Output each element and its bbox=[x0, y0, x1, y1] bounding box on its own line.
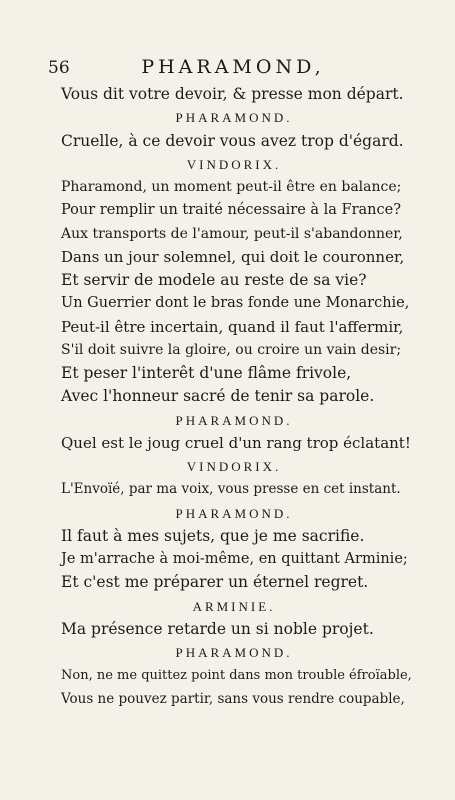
speaker-name: PHARAMOND. bbox=[175, 412, 293, 428]
speaker-name: VINDORIX. bbox=[186, 156, 282, 172]
verse-line: Peut-il être incertain, quand il faut l'affermir, bbox=[61, 317, 404, 336]
verse-line: Cruelle, à ce devoir vous avez trop d'égard. bbox=[61, 131, 404, 150]
verse-line: Non, ne me quittez point dans mon trouble éfroïable, bbox=[61, 668, 412, 684]
verse-line: S'il doit suivre la gloire, ou croire un vain desir; bbox=[61, 341, 402, 358]
verse-line: Quel est le joug cruel d'un rang trop éclatant! bbox=[61, 433, 411, 452]
verse-line: Et c'est me préparer un éternel regret. bbox=[61, 573, 369, 592]
speaker-name: PHARAMOND. bbox=[175, 505, 293, 521]
speaker-name: ARMINIE. bbox=[192, 598, 276, 614]
play-text bbox=[56, 83, 412, 711]
verse-line: Et peser l'interêt d'une flâme frivole, bbox=[61, 364, 352, 382]
verse-line: Vous ne pouvez partir, sans vous rendre coupable, bbox=[61, 690, 405, 707]
verse-line: Pour remplir un traité nécessaire à la France? bbox=[61, 202, 401, 219]
speaker-name: PHARAMOND. bbox=[175, 110, 293, 126]
page-number: 56 bbox=[48, 58, 70, 78]
speaker-name: PHARAMOND. bbox=[175, 645, 293, 660]
verse-line: Et servir de modele au reste de sa vie? bbox=[61, 271, 367, 289]
verse-line: Dans un jour solemnel, qui doit le couronner, bbox=[61, 247, 405, 266]
verse-line: Ma présence retarde un si noble projet. bbox=[61, 619, 374, 638]
verse-line: Aux transports de l'amour, peut-il s'abandonner, bbox=[61, 225, 403, 242]
running-title: PHARAMOND, bbox=[141, 56, 325, 78]
verse-line: Vous dit votre devoir, & presse mon départ. bbox=[61, 85, 404, 103]
verse-line: Il faut à mes sujets, que je me sacrifie. bbox=[61, 526, 365, 545]
speaker-name: VINDORIX. bbox=[186, 459, 282, 474]
verse-line: Un Guerrier dont le bras fonde une Monarchie, bbox=[61, 295, 410, 312]
verse-line: Pharamond, un moment peut-il être en balance; bbox=[61, 179, 402, 195]
verse-line: Avec l'honneur sacré de tenir sa parole. bbox=[61, 387, 375, 406]
verse-line: L'Envoïé, par ma voix, vous presse en cet instant. bbox=[61, 481, 401, 498]
verse-line: Je m'arrache à moi-même, en quittant Arminie; bbox=[61, 551, 408, 567]
page-header bbox=[48, 56, 418, 82]
